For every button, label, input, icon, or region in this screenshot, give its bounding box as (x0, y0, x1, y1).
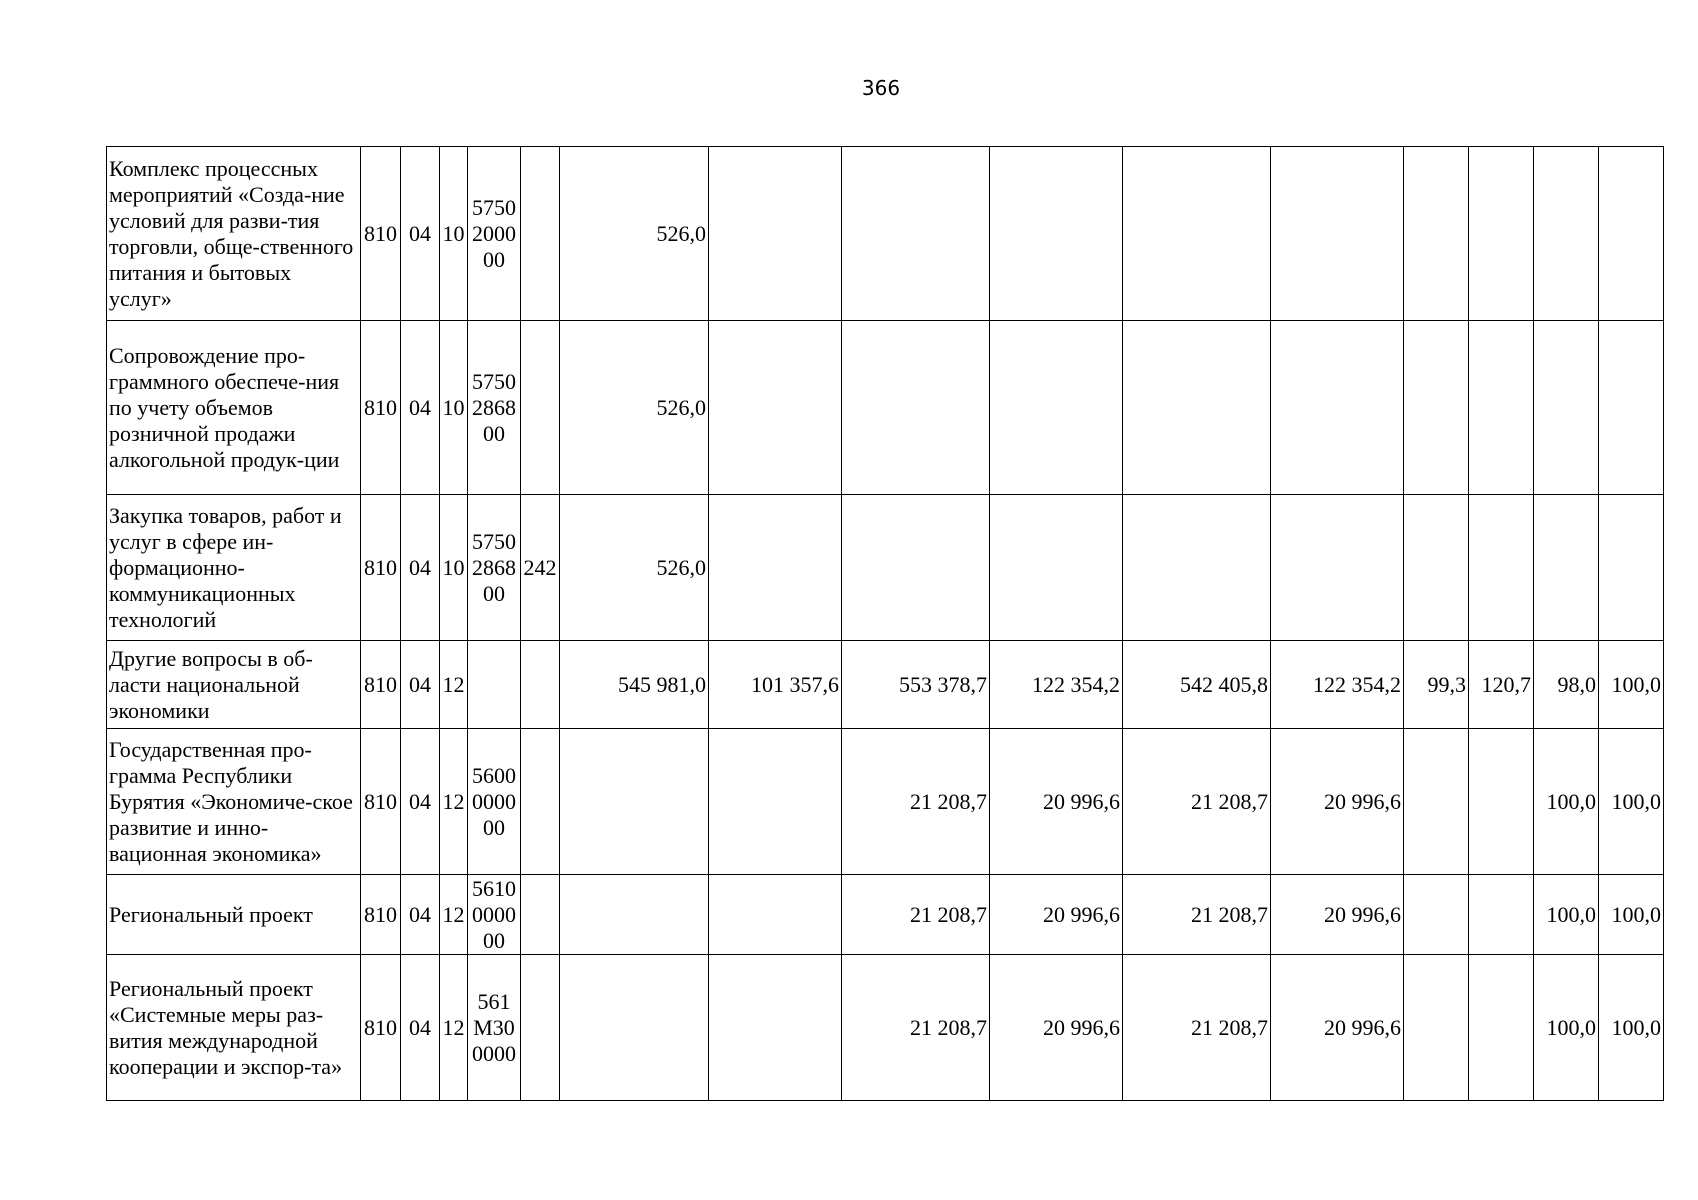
row-name-cell: Региональный проект (107, 875, 361, 955)
value-cell (560, 875, 709, 955)
value-cell: 100,0 (1534, 875, 1599, 955)
target-article-cell: 561 М30 0000 (468, 955, 521, 1101)
row-name-cell: Региональный проект «Системные меры раз-вития международной кооперации и экспор-та» (107, 955, 361, 1101)
value-cell: 21 208,7 (1123, 955, 1271, 1101)
expense-type-cell (521, 955, 560, 1101)
budget-table (106, 146, 1664, 1101)
value-cell (560, 729, 709, 875)
value-cell (1271, 321, 1404, 495)
value-cell: 20 996,6 (990, 729, 1123, 875)
target-article-cell: 5610 0000 00 (468, 875, 521, 955)
value-cell (842, 495, 990, 641)
value-cell (1599, 495, 1664, 641)
value-cell: 100,0 (1599, 641, 1664, 729)
subsection-code-cell: 12 (440, 955, 468, 1101)
expense-type-cell (521, 147, 560, 321)
value-cell: 20 996,6 (1271, 955, 1404, 1101)
value-cell (1271, 147, 1404, 321)
subsection-code-cell: 10 (440, 321, 468, 495)
value-cell (842, 321, 990, 495)
value-cell (709, 729, 842, 875)
value-cell (990, 321, 1123, 495)
value-cell: 20 996,6 (1271, 729, 1404, 875)
value-cell (1404, 729, 1469, 875)
value-cell (1404, 147, 1469, 321)
expense-type-cell (521, 875, 560, 955)
section-code-cell: 04 (401, 875, 440, 955)
value-cell (990, 147, 1123, 321)
value-cell (1404, 321, 1469, 495)
value-cell (1123, 147, 1271, 321)
value-cell: 545 981,0 (560, 641, 709, 729)
value-cell (1469, 321, 1534, 495)
value-cell (1123, 321, 1271, 495)
row-name-cell: Сопровождение про-граммного обеспече-ния по учету объемов розничной продажи алкогольной продук-ции (107, 321, 361, 495)
section-code-cell: 04 (401, 729, 440, 875)
row-name-cell: Закупка товаров, работ и услуг в сфере ин-формационно-коммуникационных технологий (107, 495, 361, 641)
value-cell: 100,0 (1534, 955, 1599, 1101)
row-name-cell: Государственная про-грамма Республики Бурятия «Экономиче-ское развитие и инно-вационная экономика» (107, 729, 361, 875)
ministry-code-cell: 810 (361, 875, 401, 955)
value-cell (709, 147, 842, 321)
value-cell (1271, 495, 1404, 641)
value-cell: 100,0 (1534, 729, 1599, 875)
value-cell: 20 996,6 (1271, 875, 1404, 955)
section-code-cell: 04 (401, 495, 440, 641)
value-cell (1469, 147, 1534, 321)
value-cell (560, 955, 709, 1101)
target-article-cell (468, 641, 521, 729)
ministry-code-cell: 810 (361, 641, 401, 729)
value-cell (709, 875, 842, 955)
value-cell (1534, 495, 1599, 641)
subsection-code-cell: 10 (440, 495, 468, 641)
value-cell (1534, 321, 1599, 495)
value-cell: 122 354,2 (1271, 641, 1404, 729)
value-cell: 100,0 (1599, 875, 1664, 955)
table-body (107, 147, 1664, 1101)
value-cell (1404, 875, 1469, 955)
table-row (107, 495, 1664, 641)
value-cell: 553 378,7 (842, 641, 990, 729)
value-cell: 20 996,6 (990, 875, 1123, 955)
subsection-code-cell: 12 (440, 875, 468, 955)
value-cell: 21 208,7 (1123, 729, 1271, 875)
value-cell: 526,0 (560, 321, 709, 495)
table-row (107, 147, 1664, 321)
expense-type-cell (521, 321, 560, 495)
value-cell (1404, 955, 1469, 1101)
subsection-code-cell: 10 (440, 147, 468, 321)
target-article-cell: 5750 2000 00 (468, 147, 521, 321)
value-cell (1534, 147, 1599, 321)
ministry-code-cell: 810 (361, 955, 401, 1101)
value-cell (1469, 875, 1534, 955)
value-cell (1469, 495, 1534, 641)
value-cell: 100,0 (1599, 729, 1664, 875)
value-cell: 526,0 (560, 147, 709, 321)
target-article-cell: 5750 2868 00 (468, 495, 521, 641)
value-cell: 542 405,8 (1123, 641, 1271, 729)
value-cell: 99,3 (1404, 641, 1469, 729)
table-row (107, 641, 1664, 729)
expense-type-cell: 242 (521, 495, 560, 641)
value-cell: 21 208,7 (842, 729, 990, 875)
ministry-code-cell: 810 (361, 495, 401, 641)
row-name-cell: Комплекс процессных мероприятий «Созда-ние условий для разви-тия торговли, обще-ственного питания и бытовых услуг» (107, 147, 361, 321)
value-cell: 21 208,7 (842, 955, 990, 1101)
table-row (107, 875, 1664, 955)
value-cell (990, 495, 1123, 641)
ministry-code-cell: 810 (361, 147, 401, 321)
value-cell: 21 208,7 (1123, 875, 1271, 955)
value-cell: 98,0 (1534, 641, 1599, 729)
value-cell (842, 147, 990, 321)
value-cell: 20 996,6 (990, 955, 1123, 1101)
value-cell (709, 955, 842, 1101)
value-cell (1404, 495, 1469, 641)
row-name-cell: Другие вопросы в об-ласти национальной экономики (107, 641, 361, 729)
target-article-cell: 5750 2868 00 (468, 321, 521, 495)
subsection-code-cell: 12 (440, 641, 468, 729)
value-cell (709, 495, 842, 641)
value-cell: 120,7 (1469, 641, 1534, 729)
value-cell (1469, 729, 1534, 875)
ministry-code-cell: 810 (361, 729, 401, 875)
value-cell: 122 354,2 (990, 641, 1123, 729)
expense-type-cell (521, 729, 560, 875)
value-cell (1469, 955, 1534, 1101)
section-code-cell: 04 (401, 955, 440, 1101)
ministry-code-cell: 810 (361, 321, 401, 495)
value-cell: 101 357,6 (709, 641, 842, 729)
section-code-cell: 04 (401, 147, 440, 321)
table-row (107, 729, 1664, 875)
page-number: 366 (861, 76, 901, 100)
table-row (107, 955, 1664, 1101)
section-code-cell: 04 (401, 641, 440, 729)
value-cell: 21 208,7 (842, 875, 990, 955)
expense-type-cell (521, 641, 560, 729)
value-cell (709, 321, 842, 495)
table-row (107, 321, 1664, 495)
value-cell (1123, 495, 1271, 641)
target-article-cell: 5600 0000 00 (468, 729, 521, 875)
subsection-code-cell: 12 (440, 729, 468, 875)
value-cell: 100,0 (1599, 955, 1664, 1101)
value-cell (1599, 147, 1664, 321)
value-cell (1599, 321, 1664, 495)
section-code-cell: 04 (401, 321, 440, 495)
value-cell: 526,0 (560, 495, 709, 641)
